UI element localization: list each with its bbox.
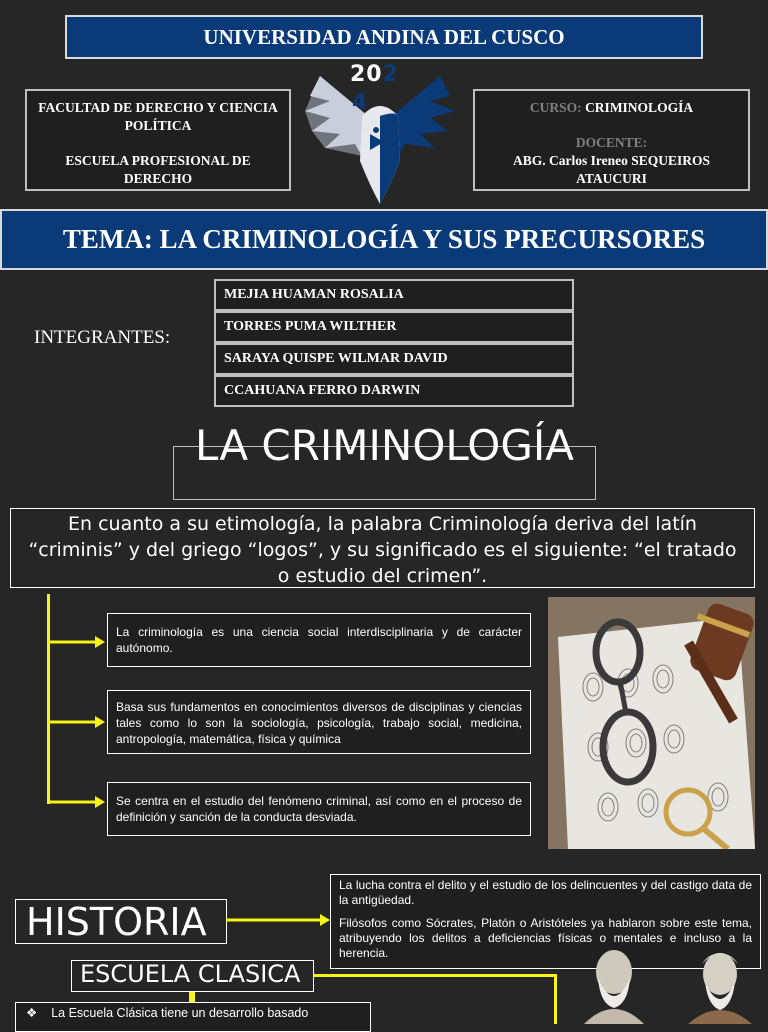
criminology-point	[107, 613, 531, 667]
history-paragraph-1: La lucha contra el delito y el estudio de los delincuentes y del castigo data de la antigüedad.	[339, 878, 752, 907]
philosopher-bust-left	[578, 944, 650, 1024]
criminology-point	[107, 782, 531, 836]
connector-line	[554, 974, 557, 1024]
topic-title: TEMA: LA CRIMINOLOGÍA Y SUS PRECURSORES	[62, 224, 706, 254]
connector-line	[314, 974, 556, 977]
logo-year-part3: 4	[352, 90, 368, 115]
university-name: UNIVERSIDAD ANDINA DEL CUSCO	[203, 25, 565, 49]
faculty-name: FACULTAD DE DERECHO Y CIENCIA POLÍTICA	[38, 100, 278, 133]
topic-banner	[0, 209, 768, 270]
classical-school-title: ESCUELA CLASICA	[71, 960, 314, 992]
etymology-text: En cuanto a su etimología, la palabra Criminología deriva del latín “criminis” y del griego “logos”, y su significado es el siguiente: “el tratado o estudio del crimen”.	[28, 513, 737, 587]
course-box	[473, 89, 750, 191]
faculty-box	[25, 89, 291, 191]
course-value: CRIMINOLOGÍA	[585, 100, 694, 115]
teacher-value: ABG. Carlos Ireneo SEQUEIROS ATAUCURI	[512, 153, 711, 186]
connector-line	[189, 992, 195, 1002]
member-row: MEJIA HUAMAN ROSALIA	[214, 279, 574, 311]
university-logo	[300, 56, 460, 206]
member-row: SARAYA QUISPE WILMAR DAVID	[214, 343, 574, 375]
classical-school-note	[15, 1002, 371, 1032]
logo-year-part2: 2	[382, 62, 399, 87]
university-banner	[65, 15, 703, 59]
members-table	[214, 279, 574, 407]
criminology-point-text: Basa sus fundamentos en conocimientos diversos de disciplinas y ciencias tales como lo son la sociología, psicología, trabajo social, medicina, antropología, matemática, física y química	[116, 700, 522, 746]
history-title: HISTORIA	[15, 899, 227, 944]
criminology-point	[107, 690, 531, 754]
criminology-point-text: La criminología es una ciencia social interdisciplinaria y de carácter autónomo.	[116, 625, 522, 655]
philosopher-bust-right	[684, 944, 756, 1024]
etymology-box	[10, 508, 755, 588]
teacher-label: DOCENTE:	[575, 135, 648, 150]
school-name: ESCUELA PROFESIONAL DE DERECHO	[65, 153, 251, 186]
criminology-title: LA CRIMINOLOGÍA	[194, 421, 575, 470]
history-paragraph-2: Filósofos como Sócrates, Platón o Aristóteles ya hablaron sobre este tema, atribuyendo los delitos a deficiencias físicas o mentales e incluso a la herencia.	[339, 916, 752, 960]
classical-school-note-text: La Escuela Clásica tiene un desarrollo basado	[51, 1006, 309, 1020]
members-label: INTEGRANTES:	[34, 327, 171, 348]
arrow-icon	[47, 716, 105, 728]
course-label: CURSO:	[529, 100, 582, 115]
arrow-icon	[47, 796, 105, 808]
connector-arrows	[47, 630, 109, 810]
logo-year-part1: 20	[350, 62, 383, 87]
history-arrow	[226, 912, 332, 928]
arrow-icon	[47, 636, 105, 648]
member-row: CCAHUANA FERRO DARWIN	[214, 375, 574, 407]
arrow-icon	[226, 914, 330, 926]
criminology-photo	[548, 597, 755, 849]
member-row: TORRES PUMA WILTHER	[214, 311, 574, 343]
bullet-icon: ❖	[26, 1006, 38, 1020]
criminology-point-text: Se centra en el estudio del fenómeno criminal, así como en el proceso de definición y sanción de la conducta desviada.	[116, 794, 522, 824]
